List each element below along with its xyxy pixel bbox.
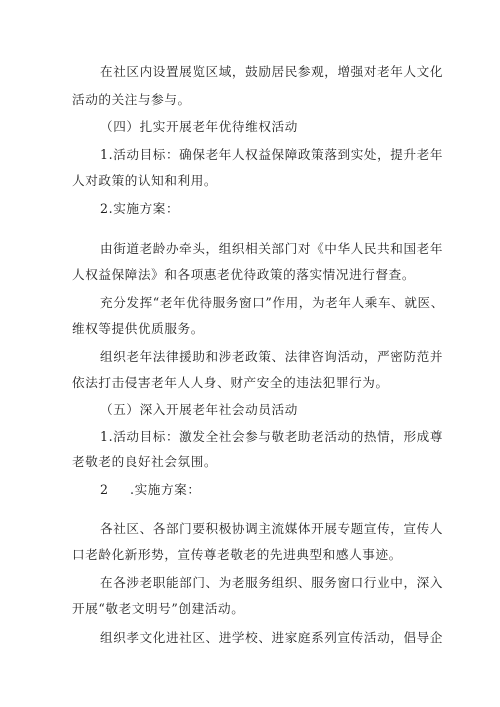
text-line: 1.活动目标：确保老年人权益保障政策落到实处，提升老年 xyxy=(100,147,444,162)
text-line: 人对政策的认知和利用。 xyxy=(72,173,218,188)
text-line: 维权等提供优质服务。 xyxy=(72,321,204,336)
text-line: 在各涉老职能部门、为老服务组织、服务窗口行业中，深入 xyxy=(100,575,444,590)
text-line: 老敬老的良好社会氛围。 xyxy=(72,454,218,469)
text-line: 在社区内设置展览区域，鼓励居民参观，增强对老年人文化 xyxy=(100,64,444,79)
text-line: 口老龄化新形势，宣传尊老敬老的先进典型和感人事迹。 xyxy=(72,547,402,562)
text-line: 由街道老龄办牵头，组织相关部门对《中华人民共和国老年 xyxy=(100,241,444,256)
text-line: 组织孝文化进社区、进学校、进家庭系列宣传活动，倡导企 xyxy=(100,630,444,645)
text-line: 组织老年法律援助和涉老政策、法律咨询活动，严密防范并 xyxy=(100,349,444,364)
subheading: 2.实施方案： xyxy=(100,201,180,216)
text-line: 开展“敬老文明号”创建活动。 xyxy=(72,601,245,616)
section-heading: （四）扎实开展老年优待维权活动 xyxy=(100,119,298,134)
text-line: 活动的关注与参与。 xyxy=(72,92,191,107)
text-line: 人权益保障法》和各项惠老优待政策的落实情况进行督查。 xyxy=(72,267,416,282)
text-line: 1.活动目标：激发全社会参与敬老助老活动的热情，形成尊 xyxy=(100,429,444,444)
text-line: 依法打击侵害老年人人身、财产安全的违法犯罪行为。 xyxy=(72,375,389,390)
subheading-number: 2 xyxy=(100,482,109,497)
text-line: 各社区、各部门要积极协调主流媒体开展专题宣传，宣传人 xyxy=(100,521,444,536)
subheading: .实施方案： xyxy=(130,482,201,497)
section-heading: （五）深入开展老年社会动员活动 xyxy=(100,402,298,417)
text-line: 充分发挥“老年优待服务窗口”作用，为老年人乘车、就医、 xyxy=(100,295,444,310)
